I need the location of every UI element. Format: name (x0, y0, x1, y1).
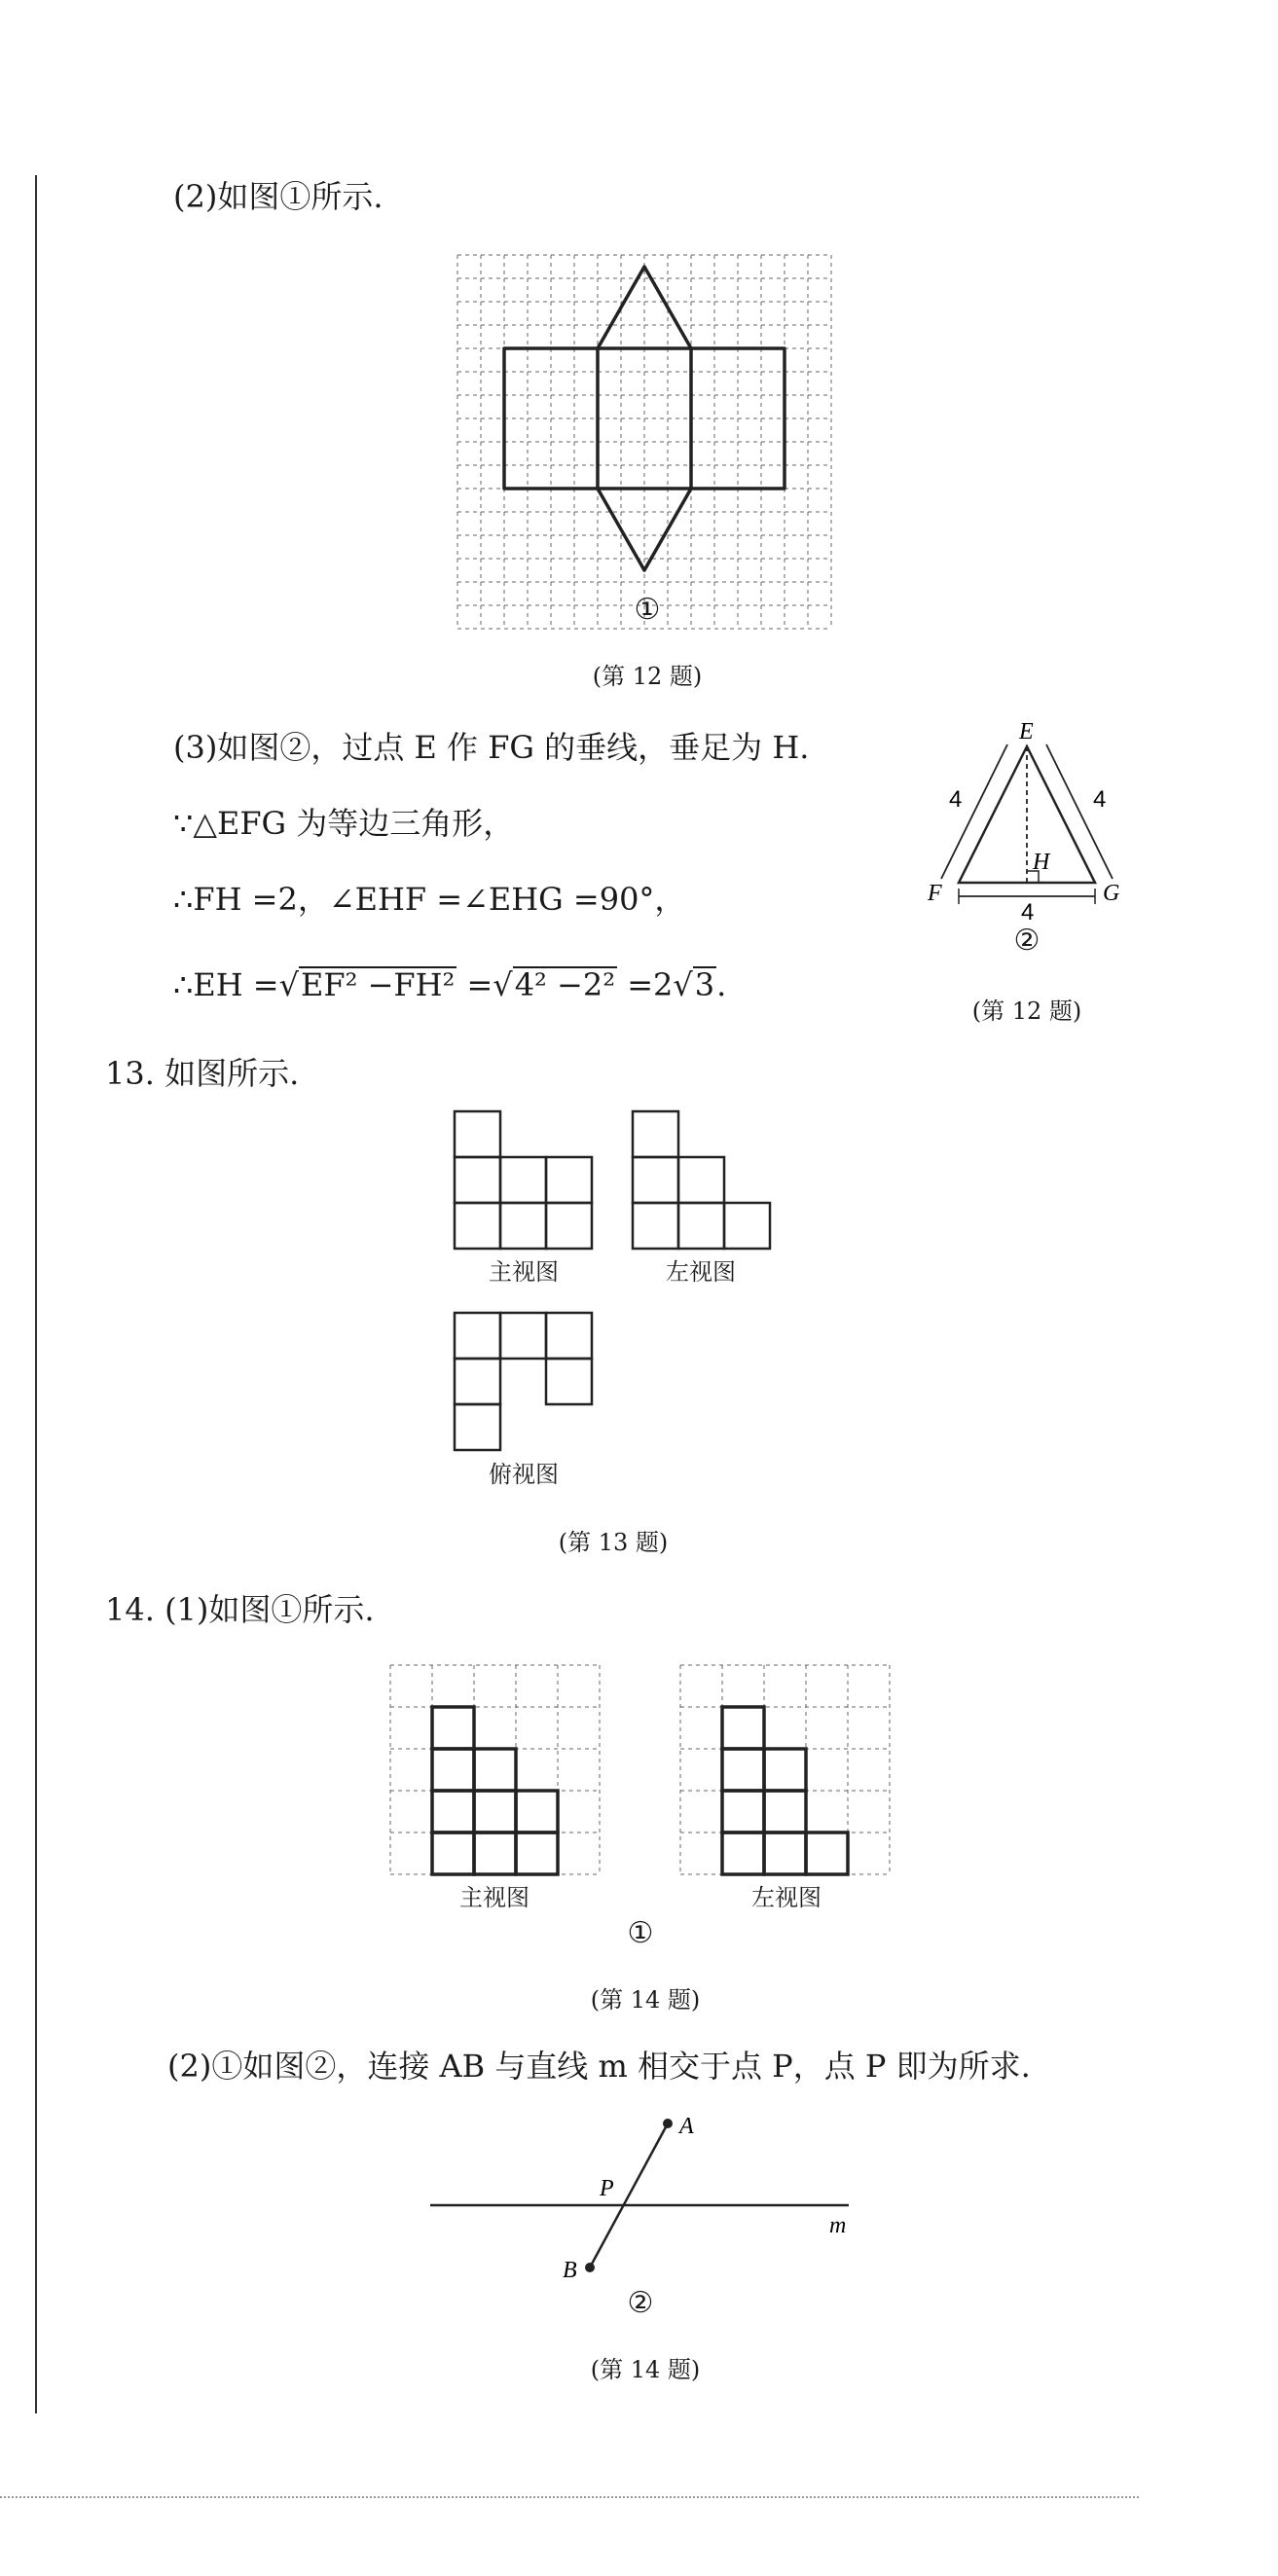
q12-line-fh: ∴FH =2，∠EHF =∠EHG =90°， (173, 881, 686, 918)
label-E: E (1019, 719, 1034, 744)
q13-caption: (第 13 题) (558, 1529, 669, 1556)
q14-fig1-label: ① (627, 1916, 654, 1950)
q12-triangle-figure (920, 719, 1134, 925)
eh-root3: 3 (694, 966, 715, 1003)
q13-top-view (453, 1311, 595, 1453)
q13-left-view (631, 1109, 773, 1252)
q12-net-figure (457, 255, 837, 586)
label-H: H (1033, 850, 1050, 875)
label-P: P (600, 2176, 614, 2201)
q12-fig1-label: ① (634, 593, 661, 627)
eh-result: =2 (617, 966, 674, 1003)
label-side-right: 4 (1093, 786, 1107, 813)
bottom-rule (0, 2496, 1139, 2498)
q14-caption-b: (第 14 题) (590, 2356, 701, 2383)
q14-line-figure (428, 2112, 857, 2287)
label-B: B (563, 2258, 577, 2283)
q13-front-label: 主视图 (489, 1258, 559, 1286)
label-G: G (1103, 881, 1120, 906)
q12-line-because: ∵△EFG 为等边三角形， (173, 805, 515, 842)
q14-left-label: 左视图 (751, 1884, 822, 1911)
eh-root1: EF² −FH² (301, 966, 456, 1003)
eh-end: . (716, 966, 727, 1003)
point-a (663, 2119, 673, 2128)
q12-part3-text: (3)如图②，过点 E 作 FG 的垂线，垂足为 H. (173, 729, 810, 766)
q13-front-view (453, 1109, 595, 1252)
q14-text: 14. (1)如图①所示. (105, 1591, 375, 1628)
q14-front-label: 主视图 (459, 1884, 529, 1911)
q12-caption-a: (第 12 题) (592, 663, 703, 690)
q14-fig2-label: ② (627, 2286, 654, 2320)
label-side-left: 4 (949, 786, 963, 813)
eh-prefix: ∴EH = (173, 966, 279, 1003)
label-A: A (679, 2114, 694, 2139)
q12-part2-text: (2)如图①所示. (173, 178, 383, 215)
q14-front-view (389, 1664, 603, 1878)
label-side-bottom: 4 (1021, 899, 1035, 925)
point-b (585, 2263, 595, 2272)
label-m: m (829, 2213, 847, 2238)
q14-caption-a: (第 14 题) (590, 1986, 701, 2014)
q13-left-label: 左视图 (666, 1258, 736, 1286)
eh-root2: 4² −2² (514, 966, 616, 1003)
q13-top-label: 俯视图 (489, 1461, 559, 1488)
q14-part2-text: (2)①如图②，连接 AB 与直线 m 相交于点 P，点 P 即为所求. (167, 2048, 1031, 2085)
q12-caption-b: (第 12 题) (971, 998, 1082, 1025)
margin-line (35, 175, 37, 2413)
q12-line-eh: ∴EH =√EF² −FH² =√4² −2² =2√3. (173, 966, 727, 1003)
eh-eq: = (456, 966, 493, 1003)
q13-text: 13. 如图所示. (105, 1055, 300, 1092)
q14-left-view (679, 1664, 894, 1878)
q12-fig2-label: ② (1013, 924, 1041, 958)
label-F: F (928, 881, 942, 906)
